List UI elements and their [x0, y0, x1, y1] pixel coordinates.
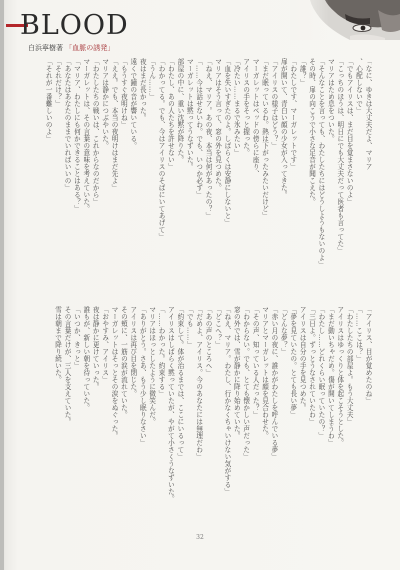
text-block-upper: [32, 58, 372, 268]
text-line: その頬に、一筋の涙が流れていた。: [119, 306, 128, 418]
text-line: 「わかってる。でも、今はアイリスのそばにいてあげて」: [157, 58, 166, 240]
text-line: 夜はまだ長かった。: [138, 58, 147, 121]
text-line: 「わたし……どれくらい眠っていたの？」: [316, 306, 325, 439]
text-line: 、心配しないで」: [354, 58, 363, 114]
text-line: 「こっちのほうは、明日にでも大丈夫だって医者も言ってた」: [335, 58, 344, 254]
subtitle-author: 白浜寧樹著: [28, 44, 63, 52]
text-line: 「でもアイリスは、まだ目を覚まさないのよ」: [345, 58, 354, 205]
text-line: 「でも……」: [185, 306, 194, 348]
text-line: アイリスは自分の手を見つめた。: [298, 306, 307, 411]
logo-subtitle: [28, 43, 114, 53]
character-portrait-illustration: [290, 0, 400, 40]
page-gutter: [0, 0, 4, 570]
text-line: 「わたしです、マーガレットです」: [288, 58, 297, 170]
text-line: 「うん……」: [147, 58, 156, 100]
text-line: 「わたし、あの人たちを許せない」: [166, 58, 175, 170]
text-line: 「赤い月の夜に、誰かがわたしを呼んでいる夢」: [269, 306, 278, 460]
text-line: 「アイリスの様子はどう？」: [269, 58, 278, 149]
text-line: 遠くで鐘の音が響いている。: [128, 58, 137, 149]
text-line: 「そんなことを言っても、わたしたちにはどうしようもないのよ」: [316, 58, 325, 268]
text-line: 「まだ眠っているわ。熱は下がったみたいだけど」: [260, 58, 269, 219]
text-line: 「それだけ？」: [53, 58, 62, 107]
subtitle-title: 「血脈の誘発」: [65, 44, 115, 52]
text-line: アイリスはしばらく黙っていたが、やがて小さくうなずいた。: [166, 306, 175, 502]
text-line: 「血を失いすぎたのよ。しばらくは安静にしないと」: [222, 58, 231, 226]
text-line: 誰もが、新しい朝を待っていた。: [81, 306, 90, 411]
text-line: 「わたしたちの戦いは、これからなのだから」: [91, 58, 100, 205]
text-line: マーガレットはベッドの傍らに座り、: [251, 58, 260, 177]
text-line: 「……今は話せないわ。でも、いつか必ず」: [194, 58, 203, 198]
text-line: 「ねえ、マリア。あの夜、本当は何があったの？」: [204, 58, 213, 219]
text-line: 「誰？」: [298, 58, 307, 86]
text-line: マーガレットは黙ってうなずいた。: [185, 58, 194, 170]
text-line: 「三日よ。ずっとうなされていたわ」: [307, 306, 316, 425]
text-line: 扉が開いて、青白い顔の少女が入ってきた。: [279, 58, 288, 198]
text-line: 「わからない。でも、とても懐かしい声だった」: [241, 306, 250, 460]
text-line: マリアはほっとしたように微笑んだ。: [147, 306, 156, 425]
book-logo: [6, 10, 156, 50]
text-line: 「だめよ、アイリス。今のあなたには無理だわ」: [194, 306, 203, 460]
text-line: 「なに、ゆきは大丈夫だよ、マリア: [364, 58, 372, 170]
text-line: 「それが一番難しいのよ」: [44, 58, 53, 142]
text-line: その時、扉の向こうで小さな足音が聞こえた。: [307, 58, 316, 205]
text-line: 「冷たい……まるで氷みたい」: [232, 58, 241, 156]
text-line: アイリスは再び目を閉じた。: [128, 306, 137, 397]
text-line: 「あなたはあなたのままでいればいいの」: [63, 58, 71, 191]
text-line: 「もうすぐ夜明けね」: [119, 58, 128, 128]
text-line: マーガレットはそっとその涙をぬぐった。: [110, 306, 119, 439]
text-line: 「いつか、きっと」: [72, 306, 81, 369]
text-line: マリアはため息をついた。: [326, 58, 335, 142]
text-line: その言葉だけが、三人を支えていた。: [63, 306, 71, 425]
text-line: 「あの声のところへ」: [204, 306, 213, 376]
text-line: 「どんな夢？」: [279, 306, 288, 355]
text-line: 「約束して。体が治るまでは、ここにいるって」: [175, 306, 184, 460]
logo-title: BLOOD: [20, 10, 129, 41]
text-line: 「夢を見ていたの。とても長い夢」: [288, 306, 297, 418]
text-line: 「……わかった。約束する」: [157, 306, 166, 397]
text-line: 「わたしたちの部屋よ。もう大丈夫」: [345, 306, 354, 425]
text-line: アイリスはゆっくりと体を起こそうとした。: [335, 306, 344, 446]
text-line: 雪は朝まで降り続いた。: [53, 306, 62, 383]
text-line: 窓の外では、雪が静かに降り始めていた。: [232, 306, 241, 439]
page-number: 32: [196, 534, 204, 541]
text-line: 夜は静かに更けていった。: [91, 306, 100, 390]
text-line: 「ええ。でも、本当の夜明けはまだ先よ」: [110, 58, 119, 191]
text-line: 「ありがとう。さあ、もう少し眠りなさい」: [138, 306, 147, 446]
text-line: 「おやすみ、アイリス」: [100, 306, 109, 383]
text-line: マリアは静かにつぶやいた。: [100, 58, 109, 149]
text-line: アイリスの手をそっと握った。: [241, 58, 250, 156]
text-line: 「アイリス、目が覚めたのね」: [364, 306, 372, 404]
text-line: マリアとマーガレットは顔を見合わせた。: [260, 306, 269, 439]
text-block-lower: [32, 306, 372, 522]
text-line: マリアはそう言って、窓の外を見つめた。: [213, 58, 222, 191]
text-line: 「ねえ、マリア。わたし、行かなくちゃいけない気がする」: [222, 306, 231, 495]
text-line: 「……ここは？」: [354, 306, 363, 362]
text-line: 部屋の中に、重い沈黙が降りた。: [175, 58, 184, 163]
text-line: マーガレットは、その言葉の意味を考えていた。: [81, 58, 90, 212]
text-line: 「その声、知っている人だった？」: [251, 306, 260, 418]
text-line: 「マリア、わたしにも何かできることはある？」: [72, 58, 81, 212]
text-line: 「どこへ？」: [213, 306, 222, 348]
text-line: 「まだ動いちゃだめ。傷が開いてしまうわ」: [326, 306, 335, 446]
